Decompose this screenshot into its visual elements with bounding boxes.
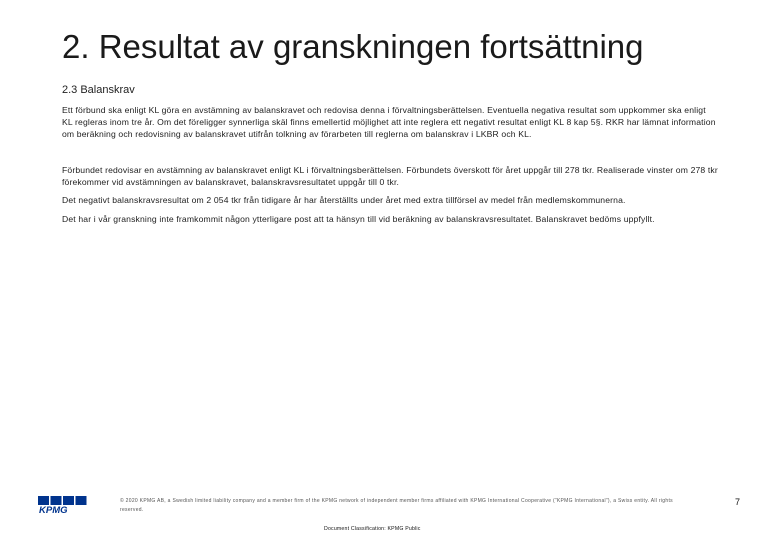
document-classification: Document Classification: KPMG Public <box>324 526 421 532</box>
copyright-notice: © 2020 KPMG AB, a Swedish limited liability company and a member firm of the KPMG network of independent member firms affiliated with KPMG International Cooperative (“KPMG International”), a Swiss entity. All rights reserved. <box>120 498 673 513</box>
paragraph-balance-requirement: Ett förbund ska enligt KL göra en avstämning av balanskravet och redovisa denna i förvaltningsberättelsen. Eventuella negativa resultat som uppkommer ska enligt KL regleras inom tre år. Om det föreligger synnerliga skäl finns emellertid möjlighet att inte reglera ett negativt resultat enligt KL 8 kap 5§. RKR har lämnat information om beräkning och redovisning av balanskravet utifrån tolkning av förarbeten till reglerna om balanskrav i LKBR och KL. <box>62 105 716 140</box>
page-number: 7 <box>735 497 741 507</box>
kpmg-logo <box>38 496 88 514</box>
section-subtitle: 2.3 Balanskrav <box>62 84 135 96</box>
page-title: 2. Resultat av granskningen fortsättning <box>62 28 644 65</box>
paragraph-conclusion: Det har i vår granskning inte framkommit någon ytterligare post att ta hänsyn till vid beräkning av balanskravsresultatet. Balanskravet bedöms uppfyllt. <box>62 213 655 224</box>
paragraph-restored-deficit: Det negativt balanskravsresultat om 2 054 tkr från tidigare år har återställts under året med extra tillförsel av medel från medlemskommunerna. <box>62 195 626 206</box>
paragraph-reconciliation: Förbundet redovisar en avstämning av balanskravet enligt KL i förvaltningsberättelsen. Förbundets överskott för året uppgår till 278 tkr. Realiserade vinster om 278 tkr förekommer vid avstämningen av balanskravet, balanskravsresultatet uppgår till 0 tkr. <box>62 165 718 188</box>
kpmg-logo-text: KPMG <box>39 505 68 514</box>
body-text <box>62 104 718 225</box>
